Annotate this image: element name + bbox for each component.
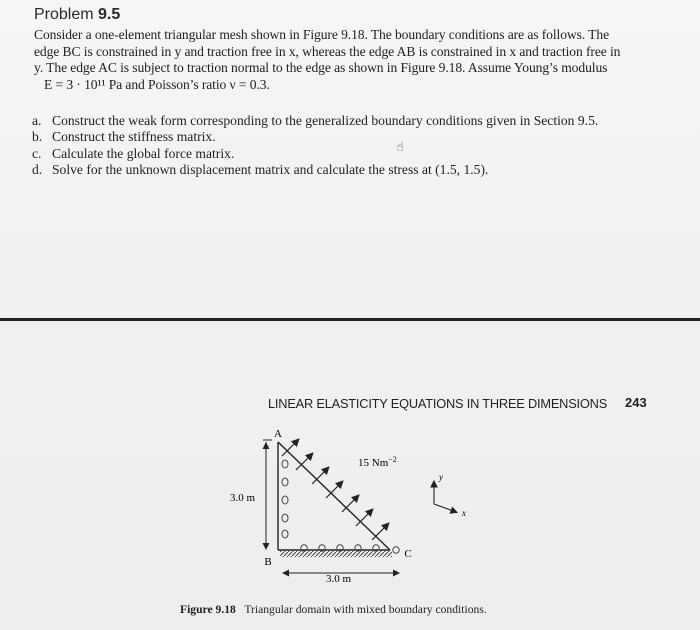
height-dimension (263, 440, 272, 548)
task-item: c. Calculate the global force matrix. (32, 145, 235, 161)
traction-label: 15 $Nm^{-2}$ (358, 455, 397, 469)
triangular-domain-figure (200, 420, 500, 600)
problem-number: 9.5 (98, 6, 121, 23)
axes-icon (434, 482, 456, 512)
statement-line: Consider a one-element triangular mesh shown in Figure 9.18. The boundary conditions are as follows. The (34, 27, 610, 42)
statement-line: y. The edge AC is subject to traction normal to the edge as shown in Figure 9.18. Assume Young’s modulus (34, 60, 608, 76)
node-c-label: C (404, 548, 412, 560)
problem-statement (34, 27, 634, 93)
hand-pointer-icon: ☝ (396, 140, 404, 155)
node-a-label: A (274, 428, 282, 440)
task-list (32, 113, 652, 179)
statement-line: edge BC is constrained in y and traction free in x, whereas the edge AB is constrained in x and traction free in (34, 43, 621, 59)
axis-x-label: x (462, 508, 466, 518)
ground-hatch (280, 551, 392, 557)
width-label: 3.0 m (326, 573, 352, 585)
traction-arrows (282, 440, 388, 540)
caption-number: Figure 9.18 (180, 603, 236, 616)
figure-caption (180, 603, 487, 616)
problem-label: Problem (34, 6, 94, 23)
problem-heading (34, 6, 120, 24)
rollers-ab (282, 460, 288, 538)
running-head: LINEAR ELASTICITY EQUATIONS IN THREE DIMENSIONS (268, 396, 608, 411)
axis-y-label: y (439, 472, 443, 482)
height-label: 3.0 m (230, 492, 256, 504)
task-item: d. Solve for the unknown displacement matrix and calculate the stress at (1.5, 1.5). (32, 162, 489, 178)
statement-line: E = 3 · 10¹¹ Pa and Poisson’s ratio ν = 0.3. (44, 76, 270, 92)
page-divider (0, 318, 700, 321)
page-number: 243 (625, 395, 647, 410)
caption-text: Triangular domain with mixed boundary conditions. (244, 603, 487, 616)
task-item: b. Construct the stiffness matrix. (32, 129, 216, 145)
node-b-label: B (264, 556, 272, 568)
task-item: a. Construct the weak form corresponding to the generalized boundary conditions given in Section 9.5. (32, 113, 599, 128)
